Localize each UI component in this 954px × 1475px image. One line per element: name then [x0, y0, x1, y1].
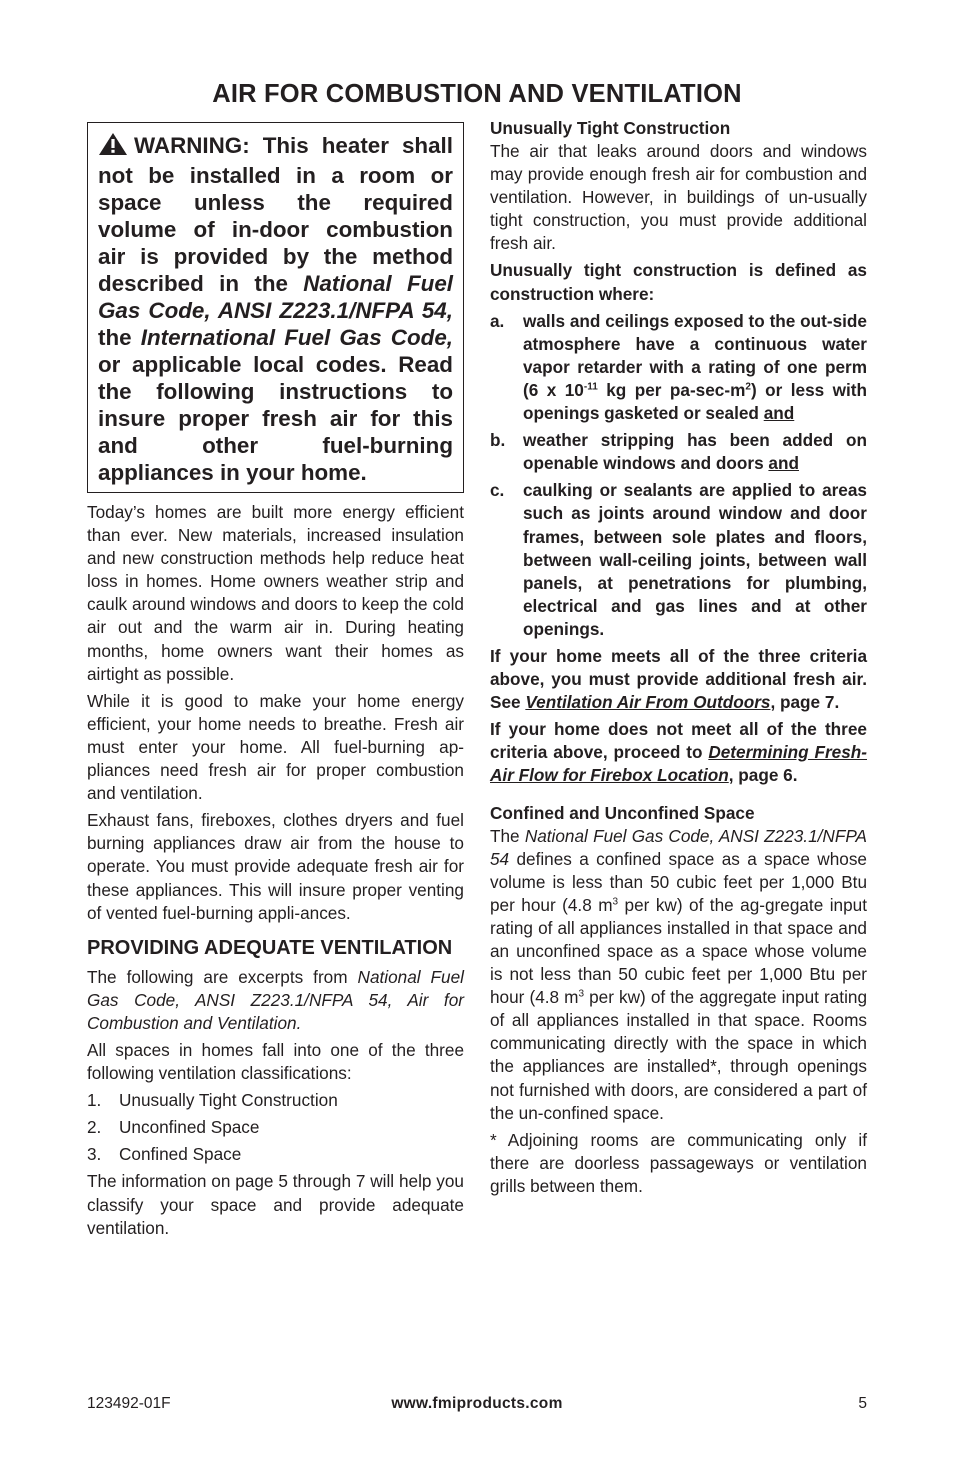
heading-unusually-tight: Unusually Tight Construction	[490, 118, 731, 138]
list-item: b. weather stripping has been added on openable windows and doors and	[490, 430, 867, 474]
tight-paragraph: The air that leaks around doors and windows may provide enough fresh air for combustion and ventilation. However, in buildings of un-usually tight construction, you must provide additional fresh air.	[490, 141, 867, 254]
definition-paragraph: Unusually tight construction is defined as construction where:	[490, 260, 867, 304]
footer-doc-number: 123492-01F	[87, 1395, 171, 1412]
ventilation-air-link[interactable]: Ventilation Air From Outdoors	[525, 692, 771, 713]
intro-paragraph: Today’s homes are built more energy efficient than ever. New materials, increased insulation and new construction methods help reduce heat loss in homes. Home owners weather strip and caulk around windows and doors to keep the cold air out and the warm air in. During heating months, home owners want their homes as airtight as possible.	[87, 502, 464, 684]
warning-box	[87, 122, 464, 493]
warning-text: WARNING: This heater shall not be installed in a room or space unless the required volume of in-door combustion air is provided by the method described in the National Fuel Gas Code, ANSI Z223.1/NFPA 54, the International Fuel Gas Code, or applicable local codes. Read the following instructions to insure proper fresh air for this and other fuel-burning appliances in your home.	[98, 133, 453, 485]
meets-criteria-paragraph: If your home meets all of the three criteria above, you must provide additional fresh air. See Ventilation Air From Outdoors, page 7.	[490, 645, 867, 713]
section-heading-adequate-ventilation: PROVIDING ADEQUATE VENTILATION	[87, 936, 453, 959]
criteria-list	[490, 310, 867, 641]
not-meet-criteria-paragraph: If your home does not meet all of the three criteria above, proceed to Determining Fresh-Air Flow for Firebox Location, page 6.	[490, 719, 867, 786]
classification-intro: All spaces in homes fall into one of the three following ventilation classifications:	[87, 1039, 464, 1084]
footnote: * Adjoining rooms are communicating only if there are doorless passageways or ventilation grills between them.	[490, 1129, 867, 1196]
list-item: 2. Unconfined Space	[87, 1117, 260, 1138]
left-column	[87, 122, 464, 1244]
heading-confined-space: Confined and Unconfined Space	[490, 802, 755, 823]
classification-list	[87, 1089, 464, 1166]
footer-page-number: 5	[858, 1395, 867, 1412]
right-column	[490, 117, 867, 1202]
footer-website: www.fmiproducts.com	[391, 1395, 563, 1412]
list-item: c. caulking or sealants are applied to areas such as joints around window and door frames, between sole plates and floors, between wall-ceiling joints, between wall panels, at penetrations for plumbing, electrical and gas lines and at other openings.	[490, 480, 867, 639]
list-item: 1. Unusually Tight Construction	[87, 1090, 338, 1111]
fresh-air-flow-link[interactable]: Determining Fresh-Air Flow for Firebox Location	[490, 742, 867, 786]
warning-triangle-icon	[98, 132, 128, 162]
excerpt-paragraph: The following are excerpts from National Fuel Gas Code, ANSI Z223.1/NFPA 54, Air for Combustion and Ventilation.	[87, 966, 464, 1033]
confined-paragraph: The National Fuel Gas Code, ANSI Z223.1/NFPA 54 defines a confined space as a space whose volume is less than 50 cubic feet per 1,000 Btu per hour (4.8 $m^3$ per kw) of the ag-gregate input rating of all appliances installed in that space and an unconfined space as a space whose volume is not less than 50 cubic feet per 1,000 Btu per hour (4.8 $m^3$ per kw) of the aggregate input rating of all appliances installed in that space. Rooms communicating directly with the space in which the appliances are installed*, through openings not furnished with doors, are considered a part of the un-confined space.	[490, 825, 868, 1123]
list-item: 3. Confined Space	[87, 1144, 242, 1165]
list-item: a. walls and ceilings exposed to the out-side atmosphere have a continuous water vapor retarder with a rating of one perm (6 x $10^{-11}$ kg per $pa-\sec-m^2$) or less with openings gasketed or sealed and	[490, 310, 868, 424]
exhaust-paragraph: Exhaust fans, fireboxes, clothes dryers and fuel burning appliances draw air from the house to operate. You must provide adequate fresh air for these appliances. This will insure proper venting of vented fuel-burning appli-ances.	[87, 810, 464, 923]
information-paragraph: The information on page 5 through 7 will help you classify your space and provide adequate ventilation.	[87, 1171, 464, 1238]
breathe-paragraph: While it is good to make your home energy efficient, your home needs to breathe. Fresh air must enter your home. All fuel-burning ap-pliances need fresh air for proper combustion and ventilation.	[87, 690, 464, 804]
page-title: AIR FOR COMBUSTION AND VENTILATION	[212, 80, 742, 108]
